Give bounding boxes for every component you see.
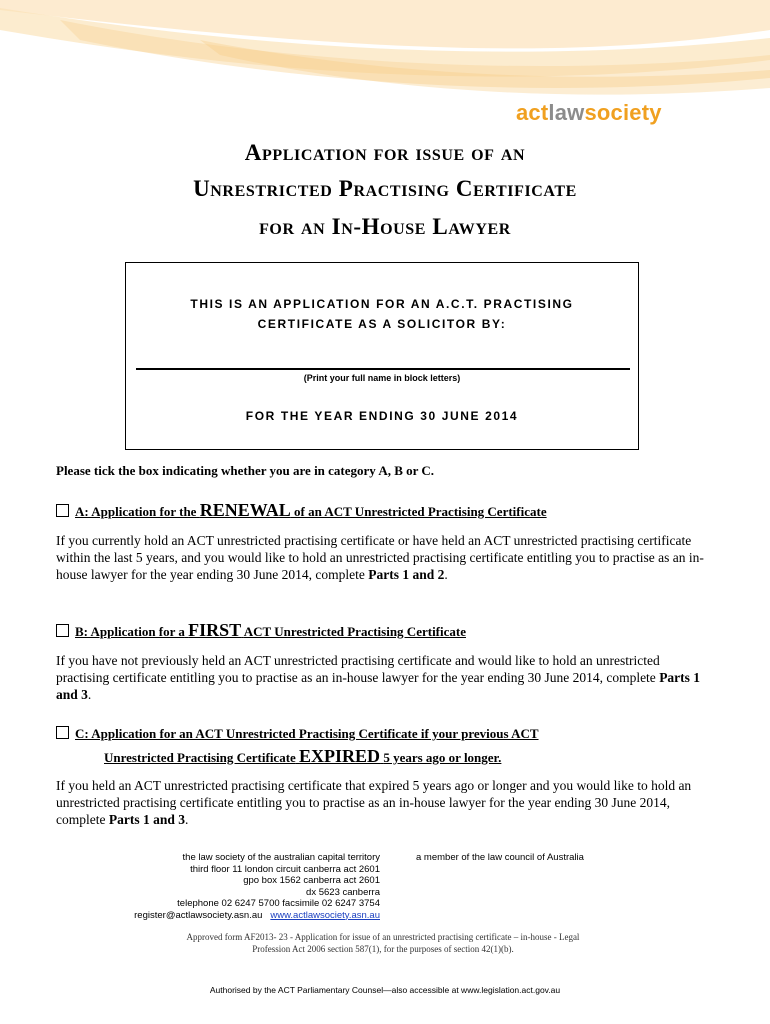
option-c-heading-line-2: Unrestricted Practising Certificate EXPIRED 5 years ago or longer. — [104, 746, 502, 766]
option-a-checkbox[interactable] — [56, 504, 69, 517]
website-link[interactable]: www.actlawsociety.asn.au — [270, 909, 380, 921]
full-name-field[interactable] — [136, 368, 630, 370]
option-c-checkbox[interactable] — [56, 726, 69, 739]
authorisation-footer: Authorised by the ACT Parliamentary Counsel—also accessible at www.legislation.act.gov.au — [209, 985, 561, 995]
category-instruction: Please tick the box indicating whether you are in category A, B or C. — [56, 463, 435, 478]
approved-form-note: Approved form AF2013- 23 - Application for issue of an unrestricted practising certificate – in-house - Legal Profession Act 2006 section 587(1), for the purposes of section 42(1)(b). — [186, 932, 580, 954]
title-line-1: Application for issue of an — [244, 140, 526, 165]
society-address: the law society of the australian capital territory third floor 11 london circuit canberra act 2601 gpo box 1562 canberra act 2601 dx 5623 canberra telephone 02 6247 5700 facsimile 02 6247 3754 register@actlawsociety.asn.au www.actlawsociety.asn.au — [134, 852, 380, 921]
box-heading-line-1: THIS IS AN APPLICATION FOR AN A.C.T. PRACTISING — [190, 297, 574, 311]
full-name-hint: (Print your full name in block letters) — [303, 373, 461, 383]
title-line-2: Unrestricted Practising Certificate — [193, 176, 577, 201]
year-ending: FOR THE YEAR ENDING 30 JUNE 2014 — [245, 409, 519, 423]
option-b-checkbox[interactable] — [56, 624, 69, 637]
actlawsociety-logo: actlawsociety — [516, 100, 662, 125]
email-address: register@actlawsociety.asn.au — [134, 909, 263, 921]
box-heading-line-2: CERTIFICATE AS A SOLICITOR BY: — [257, 317, 507, 331]
decorative-swoosh — [0, 0, 770, 110]
law-council-membership: a member of the law council of Australia — [416, 852, 584, 863]
applicant-box — [125, 262, 639, 450]
option-c-description: If you held an ACT unrestricted practising certificate that expired 5 years ago or longer and you would like to hold an unrestricted practising certificate entitling you to practise as an in-house lawyer for the year ending 30 June 2014, complete Parts 1 and 3. — [56, 778, 692, 827]
option-b-heading: B: Application for a FIRST ACT Unrestricted Practising Certificate — [56, 620, 466, 641]
option-a-heading: A: Application for the RENEWAL of an ACT Unrestricted Practising Certificate — [56, 500, 547, 521]
title-line-3: for an In-House Lawyer — [259, 214, 511, 239]
option-b-description: If you have not previously held an ACT unrestricted practising certificate and would like to hold an unrestricted practising certificate entitling you to practise as an in-house lawyer for the year ending 30 June 2014, complete Parts 1 and 3. — [56, 653, 701, 702]
option-c-heading: C: Application for an ACT Unrestricted Practising Certificate if your previous ACT — [56, 726, 539, 742]
option-a-description: If you currently hold an ACT unrestricted practising certificate or have held an ACT unrestricted practising certificate within the last 5 years, and you would like to hold an unrestricted practising certificate entitling you to practise as an in-house lawyer for the year ending 30 June 2014, complete Parts 1 and 2. — [56, 533, 704, 582]
